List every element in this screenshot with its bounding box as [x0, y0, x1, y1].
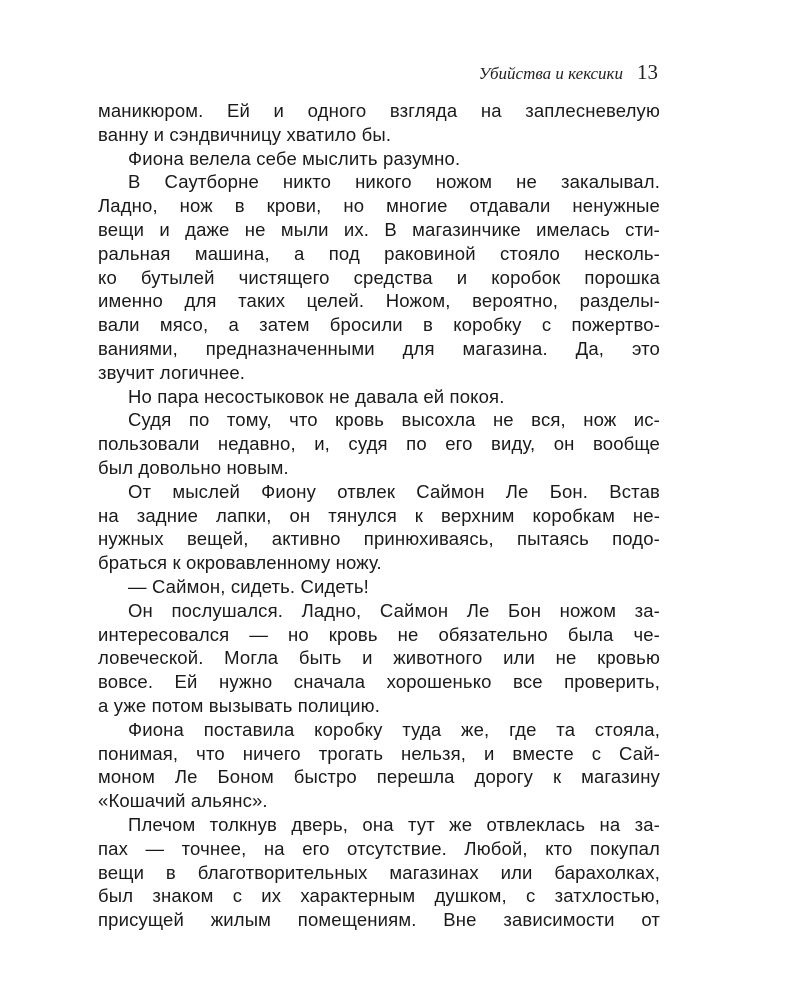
text-line: звучит логичнее. — [98, 361, 246, 383]
text-line: «Кошачий альянс». — [98, 790, 268, 812]
text-line: Но пара несостыковок не давала ей покоя. — [128, 385, 505, 407]
running-head — [479, 60, 658, 85]
text-line: браться к окровавленному ножу. — [98, 552, 382, 574]
text-line: Ладно, нож в крови, но многие отдавали ненужные — [98, 195, 660, 217]
text-line: ванну и сэндвичницу хватило бы. — [98, 123, 392, 145]
text-line: Фиона поставила коробку туда же, где та стояла, — [128, 718, 660, 740]
text-line: вовсе. Ей нужно сначала хорошенько все проверить, — [98, 671, 660, 693]
text-line: понимая, что ничего трогать нельзя, и вместе с Сай- — [98, 742, 660, 764]
text-line: Он послушался. Ладно, Саймон Ле Бон ножом за- — [128, 599, 660, 621]
text-line: именно для таких целей. Ножом, вероятно, разделы- — [98, 290, 660, 312]
running-title: Убийства и кексики — [478, 64, 623, 83]
text-line: был довольно новым. — [98, 456, 289, 478]
text-line: Плечом толкнув дверь, она тут же отвлеклась на за- — [128, 813, 660, 835]
body-text — [98, 99, 660, 932]
text-line: Судя по тому, что кровь высохла не вся, нож ис- — [128, 409, 660, 431]
text-line: ловеческой. Могла быть и животного или не кровью — [98, 647, 660, 669]
text-line: В Саутборне никто никого ножом не закалывал. — [128, 171, 660, 193]
page-number: 13 — [637, 60, 658, 84]
text-line: маникюром. Ей и одного взгляда на заплесневелую — [98, 100, 660, 121]
text-line: интересовался — но кровь не обязательно была че- — [98, 623, 660, 645]
text-line: От мыслей Фиону отвлек Саймон Ле Бон. Встав — [128, 480, 660, 502]
text-line: нужных вещей, активно принюхиваясь, пытаясь подо- — [98, 528, 660, 550]
text-line: вещи и даже не мыли их. В магазинчике имелась сти- — [98, 218, 660, 240]
text-line: моном Ле Боном быстро перешла дорогу к магазину — [98, 766, 660, 788]
text-line: вещи в благотворительных магазинах или барахолках, — [98, 861, 660, 883]
text-line: на задние лапки, он тянулся к верхним коробкам не- — [98, 504, 660, 526]
text-line: вали мясо, а затем бросили в коробку с пожертво- — [98, 314, 660, 336]
text-line: Фиона велела себе мыслить разумно. — [128, 147, 461, 169]
text-line: пах — точнее, на его отсутствие. Любой, кто покупал — [98, 837, 660, 859]
text-line: — Саймон, сидеть. Сидеть! — [128, 575, 369, 597]
text-line: ваниями, предназначенными для магазина. Да, это — [98, 337, 660, 359]
text-line: присущей жилым помещениям. Вне зависимости от — [98, 909, 660, 931]
text-line: пользовали недавно, и, судя по его виду, он вообще — [98, 433, 660, 455]
text-line: был знаком с их характерным душком, с затхлостью, — [98, 885, 660, 907]
text-line: ко бутылей чистящего средства и коробок порошка — [98, 266, 660, 288]
text-line: а уже потом вызывать полицию. — [98, 694, 380, 716]
text-line: ральная машина, а под раковиной стояло несколь- — [98, 242, 660, 264]
